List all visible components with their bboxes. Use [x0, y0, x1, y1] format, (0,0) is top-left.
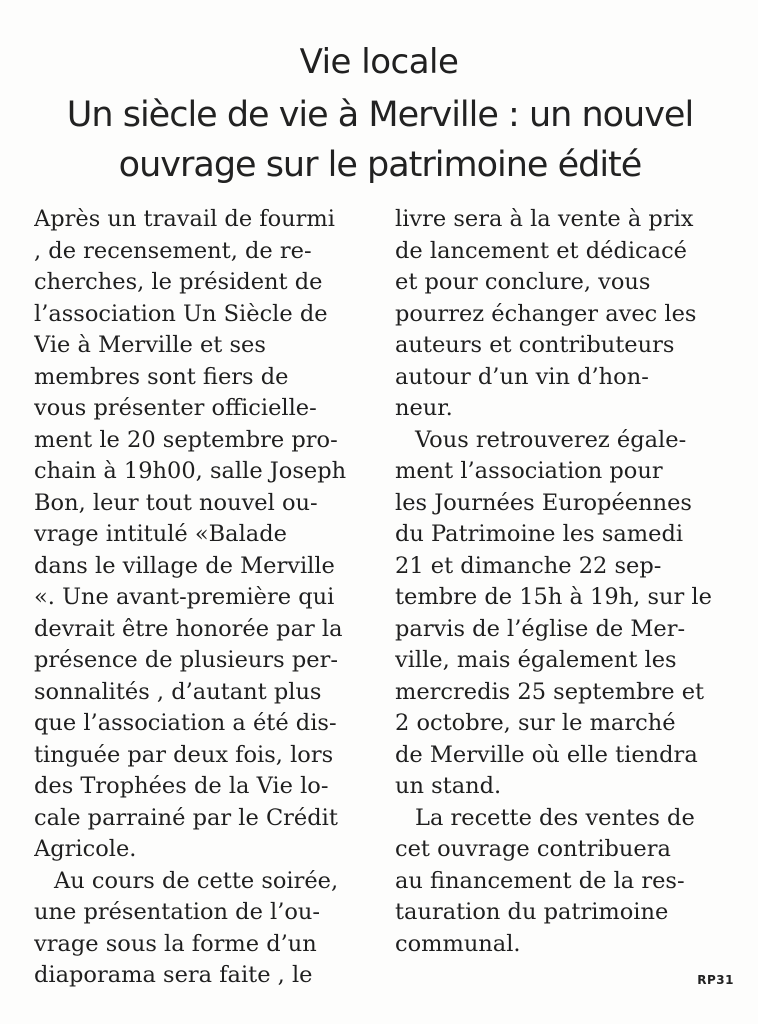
- headline-line-2: ouvrage sur le patrimoine édité: [118, 145, 642, 185]
- text-line: cherches, le président de: [34, 269, 323, 295]
- text-line: vrage intitulé «Balade: [34, 521, 287, 547]
- text-line: La recette des ventes de: [415, 804, 695, 831]
- text-line: communal.: [395, 930, 521, 957]
- text-line: Vous retrouverez égale-: [415, 426, 687, 453]
- text-line: des Trophées de la Vie lo-: [34, 773, 329, 799]
- text-line: les Journées Européennes: [395, 489, 692, 516]
- text-line: membres sont fiers de: [34, 363, 289, 390]
- text-line: tinguée par deux fois, lors: [34, 741, 334, 768]
- paragraph-3: [395, 425, 735, 803]
- section-title: Vie locale: [299, 42, 459, 82]
- text-line: parvis de l’église de Mer-: [395, 615, 686, 642]
- text-line: 21 et dimanche 22 sep-: [395, 552, 662, 579]
- paragraph-2: [34, 866, 370, 992]
- text-line: dans le village de Merville: [34, 552, 335, 579]
- text-line: Vie à Merville et ses: [34, 332, 266, 358]
- text-line: chain à 19h00, salle Joseph: [34, 458, 347, 484]
- article-column-left: [34, 204, 370, 992]
- text-line: vous présenter officielle-: [34, 395, 317, 421]
- text-line: une présentation de l’ou-: [34, 899, 321, 925]
- text-line: Après un travail de fourmi: [34, 206, 335, 232]
- text-line: cet ouvrage contribuera: [395, 836, 671, 862]
- text-line: un stand.: [395, 773, 502, 799]
- headline-line-1: Un siècle de vie à Merville : un nouvel: [66, 95, 694, 135]
- text-line: ville, mais également les: [395, 647, 677, 673]
- text-line: devrait être honorée par la: [34, 615, 343, 642]
- paragraph-2-continued: [395, 204, 735, 425]
- text-line: tauration du patrimoine: [395, 899, 669, 925]
- paragraph-4: [395, 803, 735, 961]
- text-line: au financement de la res-: [395, 867, 685, 894]
- text-line: pourrez échanger avec les: [395, 300, 697, 327]
- text-line: Au cours de cette soirée,: [54, 867, 339, 894]
- text-line: l’association Un Siècle de: [34, 300, 328, 327]
- text-line: du Patrimoine les samedi: [395, 521, 684, 547]
- text-line: 2 octobre, sur le marché: [395, 710, 676, 736]
- text-line: Agricole.: [34, 836, 137, 862]
- text-line: «. Une avant-première qui: [34, 584, 335, 610]
- text-line: que l’association a été dis-: [34, 710, 337, 736]
- text-line: de lancement et dédicacé: [395, 237, 687, 264]
- text-line: et pour conclure, vous: [395, 269, 651, 295]
- text-line: auteurs et contributeurs: [395, 332, 675, 358]
- text-line: vrage sous la forme d’un: [34, 930, 317, 957]
- paragraph-1: [34, 204, 370, 866]
- text-line: neur.: [395, 395, 453, 421]
- text-line: autour d’un vin d’hon-: [395, 363, 649, 390]
- text-line: présence de plusieurs per-: [34, 647, 338, 673]
- text-line: , de recensement, de re-: [34, 237, 312, 264]
- author-signature: RP31: [697, 973, 734, 987]
- article-column-right: [395, 204, 735, 960]
- text-line: Bon, leur tout nouvel ou-: [34, 489, 318, 516]
- text-line: tembre de 15h à 19h, sur le: [395, 584, 712, 610]
- text-line: diaporama sera faite , le: [34, 962, 313, 988]
- article-headline: [30, 90, 730, 190]
- text-line: ment l’association pour: [395, 458, 663, 484]
- text-line: mercredis 25 septembre et: [395, 678, 705, 705]
- text-line: livre sera à la vente à prix: [395, 206, 694, 232]
- text-line: ment le 20 septembre pro-: [34, 426, 338, 453]
- text-line: de Merville où elle tiendra: [395, 741, 698, 768]
- text-line: sonnalités , d’autant plus: [34, 678, 322, 705]
- text-line: cale parrainé par le Crédit: [34, 804, 338, 831]
